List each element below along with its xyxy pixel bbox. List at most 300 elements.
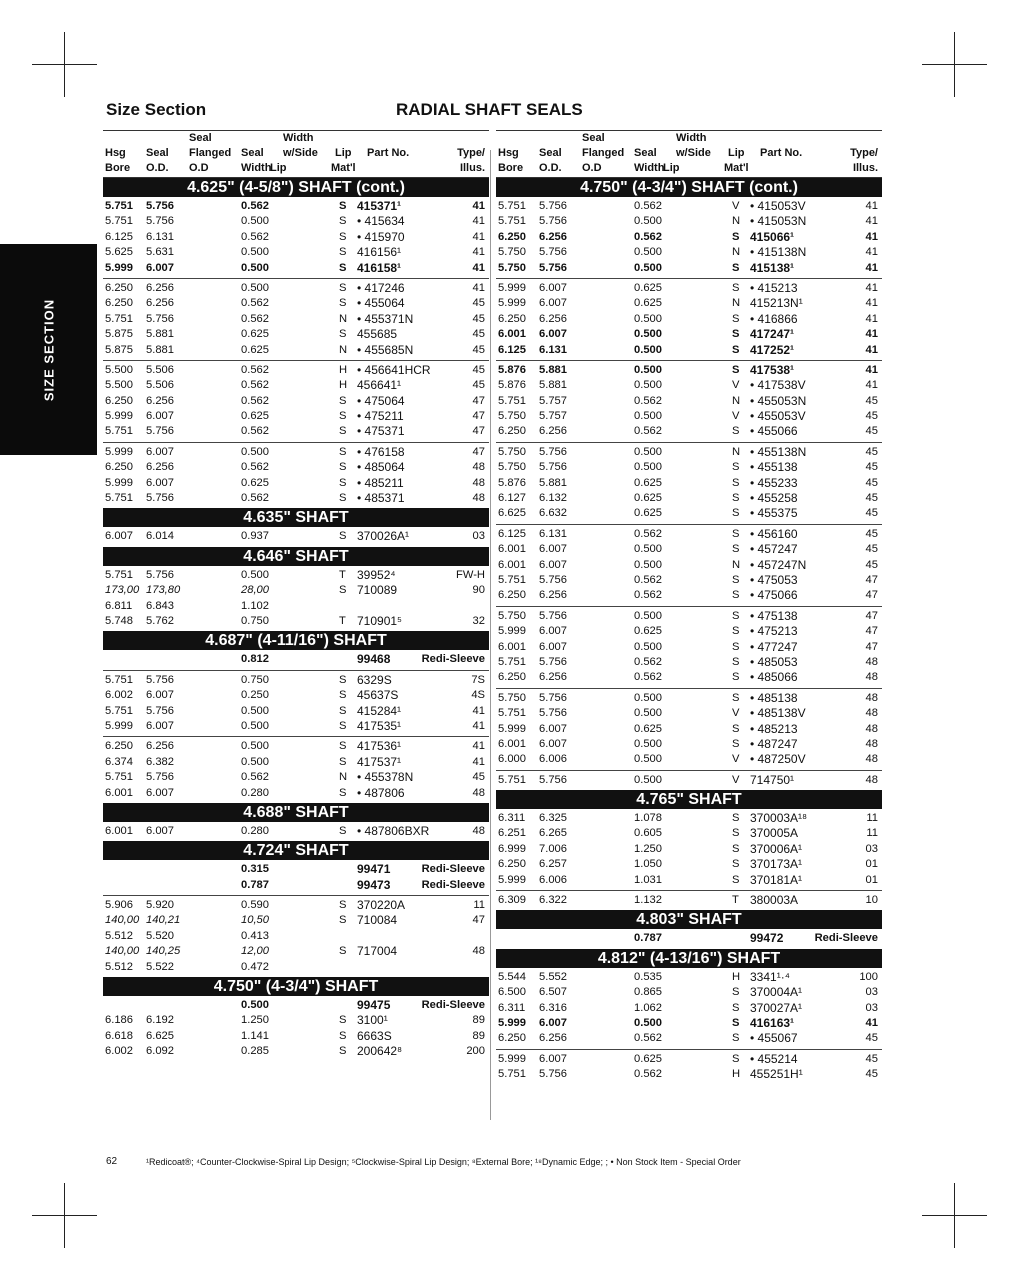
seal-od: 5.756 xyxy=(539,246,567,259)
lip-material: N xyxy=(732,215,741,228)
part-number: 370173A¹ xyxy=(750,857,803,872)
part-number: • 455053V xyxy=(750,409,806,424)
type-illus: 48 xyxy=(865,722,878,735)
hdr-seal: Seal xyxy=(582,132,605,144)
row-group xyxy=(103,860,489,896)
hsg-bore: 6.250 xyxy=(105,297,133,310)
lip-material: N xyxy=(339,771,348,784)
lip-material: S xyxy=(339,200,347,212)
hsg-bore: 6.251 xyxy=(498,827,526,840)
seal-width: 0.562 xyxy=(241,394,269,407)
side-tab-label: SIZE SECTION xyxy=(41,298,56,401)
seal-od: 5.881 xyxy=(539,476,567,489)
seal-od: 6.256 xyxy=(539,425,567,438)
hsg-bore: 6.250 xyxy=(498,671,526,684)
seal-od: 6.007 xyxy=(146,445,174,458)
type-illus: 01 xyxy=(865,858,878,871)
type-illus: 47 xyxy=(865,609,878,622)
row-group xyxy=(103,996,489,1062)
hsg-bore: 5.751 xyxy=(498,573,526,586)
lip-material: S xyxy=(732,343,740,356)
seal-width: 0.500 xyxy=(634,558,662,571)
table-row xyxy=(496,491,882,506)
lip-material: S xyxy=(339,281,347,294)
seal-width: 0.500 xyxy=(634,543,662,556)
hdr-matl: Mat'l xyxy=(724,162,749,174)
seal-width: 0.500 xyxy=(634,215,662,228)
part-number: • 485064 xyxy=(357,460,405,475)
seal-od: 6.007 xyxy=(146,786,174,799)
lip-material: S xyxy=(732,1001,740,1014)
seal-width: 0.750 xyxy=(241,673,269,686)
table-row xyxy=(103,261,489,276)
table-row xyxy=(103,230,489,245)
part-number: 417536¹ xyxy=(357,739,402,754)
part-number: 370220A xyxy=(357,898,406,913)
hdr-bore: Bore xyxy=(105,162,131,174)
lip-material: S xyxy=(732,312,740,325)
part-number: • 455258 xyxy=(750,491,798,506)
table-row xyxy=(496,857,882,872)
table-row xyxy=(103,878,489,893)
seal-width: 0.590 xyxy=(241,899,269,912)
seal-od: 5.756 xyxy=(539,461,567,474)
seal-od: 5.756 xyxy=(539,215,567,228)
type-illus: 48 xyxy=(865,773,878,786)
type-illus: 45 xyxy=(865,1032,878,1045)
side-section-tab xyxy=(0,244,97,455)
type-illus: 41 xyxy=(865,230,878,243)
hsg-bore: 6.500 xyxy=(498,986,526,999)
column-header xyxy=(103,130,489,178)
seal-od: 6.007 xyxy=(146,824,174,837)
part-number: 710089 xyxy=(357,583,398,598)
hsg-bore: 6.125 xyxy=(498,527,526,540)
seal-od: 6.007 xyxy=(146,261,174,274)
seal-width: 0.562 xyxy=(241,461,269,474)
hsg-bore: 140,00 xyxy=(105,914,140,927)
seal-width: 0.625 xyxy=(241,343,269,356)
table-row xyxy=(496,445,882,460)
lip-material: V xyxy=(732,707,740,720)
seal-width: 0.562 xyxy=(241,771,269,784)
lip-material: S xyxy=(732,1032,740,1045)
table-row xyxy=(496,312,882,327)
seal-width: 0.500 xyxy=(241,215,269,228)
table-row xyxy=(496,476,882,491)
seal-width: 0.500 xyxy=(634,379,662,392)
hsg-bore: 6.999 xyxy=(498,842,526,855)
seal-od: 5.756 xyxy=(146,215,174,228)
hsg-bore: 5.750 xyxy=(498,246,526,259)
type-illus: 45 xyxy=(472,363,485,376)
type-illus: 41 xyxy=(865,246,878,259)
lip-material: N xyxy=(339,312,348,325)
type-illus: 47 xyxy=(865,640,878,653)
seal-od: 5.756 xyxy=(539,707,567,720)
seal-od: 6.132 xyxy=(539,492,567,505)
hdr-width: Width xyxy=(241,162,272,174)
part-number: • 455233 xyxy=(750,475,798,490)
seal-width: 0.500 xyxy=(634,773,662,786)
row-group xyxy=(103,650,489,670)
type-illus: 41 xyxy=(472,215,485,228)
seal-width: 1.250 xyxy=(241,1014,269,1027)
part-number: 370027A¹ xyxy=(750,1000,803,1015)
hdr-wside: w/Side xyxy=(283,147,318,159)
seal-width: 0.500 xyxy=(634,1016,662,1029)
part-number: • 455378N xyxy=(357,770,414,785)
seal-od: 6.625 xyxy=(146,1029,174,1042)
seal-od: 6.007 xyxy=(539,297,567,310)
hsg-bore: 6.001 xyxy=(105,824,133,837)
part-number: 455251H¹ xyxy=(750,1067,803,1082)
type-illus: 41 xyxy=(472,704,485,717)
lip-material: S xyxy=(732,507,740,520)
lip-material: S xyxy=(732,328,740,341)
lip-material: S xyxy=(339,410,347,423)
seal-od: 5.756 xyxy=(539,773,567,786)
hsg-bore: 5.751 xyxy=(498,773,526,786)
hsg-bore: 5.876 xyxy=(498,476,526,489)
part-number: • 415213 xyxy=(750,280,798,295)
table-row xyxy=(496,737,882,752)
table-row xyxy=(496,261,882,276)
part-number: • 485211 xyxy=(357,475,404,490)
part-number: 370026A¹ xyxy=(357,529,410,544)
part-number: • 417246 xyxy=(357,280,405,295)
type-illus: 48 xyxy=(472,945,485,958)
seal-width: 0.865 xyxy=(634,986,662,999)
table-row xyxy=(496,811,882,826)
seal-od: 6.316 xyxy=(539,1001,567,1014)
type-illus: 48 xyxy=(865,691,878,704)
seal-od: 5.756 xyxy=(539,573,567,586)
seal-od: 6.092 xyxy=(146,1045,174,1058)
table-row xyxy=(496,542,882,557)
seal-width: 0.562 xyxy=(634,655,662,668)
hsg-bore: 5.751 xyxy=(105,771,133,784)
type-illus: 45 xyxy=(865,1052,878,1065)
hsg-bore: 5.751 xyxy=(105,492,133,505)
shaft-size-band: 4.688" SHAFT xyxy=(103,803,489,822)
lip-material: V xyxy=(732,753,740,766)
table-row xyxy=(496,640,882,655)
seal-width: 0.562 xyxy=(241,200,269,212)
seal-width: 0.500 xyxy=(241,755,269,768)
hsg-bore: 6.007 xyxy=(105,530,133,543)
table-row xyxy=(496,873,882,888)
lip-material: S xyxy=(732,722,740,735)
hsg-bore: 5.500 xyxy=(105,379,133,392)
hdr-width: Width xyxy=(283,132,314,144)
seal-od: 6.256 xyxy=(146,297,174,310)
seal-width: 0.500 xyxy=(634,691,662,704)
row-group xyxy=(103,737,489,803)
seal-width: 0.500 xyxy=(241,246,269,259)
lip-material: S xyxy=(339,328,347,341)
type-illus: 45 xyxy=(865,476,878,489)
part-number: 455685 xyxy=(357,327,398,342)
table-row xyxy=(103,862,489,877)
hdr-lip: Lip xyxy=(728,147,745,159)
seal-width: 0.937 xyxy=(241,530,269,543)
part-number: • 485053 xyxy=(750,654,798,669)
seal-od: 6.632 xyxy=(539,507,567,520)
seal-width: 1.250 xyxy=(634,842,662,855)
part-number: • 457247N xyxy=(750,557,807,572)
part-number: • 487806BXR xyxy=(357,823,430,838)
lip-material: S xyxy=(339,584,347,597)
table-row xyxy=(496,773,882,788)
table-row xyxy=(103,476,489,491)
part-number: 415138¹ xyxy=(750,260,795,275)
hdr-seal: Seal xyxy=(241,147,264,159)
type-illus: 41 xyxy=(472,200,485,212)
hdr-seal: Seal xyxy=(146,147,169,159)
row-group xyxy=(496,809,882,891)
seal-od: 5.756 xyxy=(539,261,567,274)
part-number: 39952⁴ xyxy=(357,567,396,582)
table-row xyxy=(496,985,882,1000)
hsg-bore: 5.999 xyxy=(105,445,133,458)
row-group xyxy=(103,443,489,509)
seal-od: 6.325 xyxy=(539,812,567,825)
part-number: • 455375 xyxy=(750,506,798,521)
table-row xyxy=(103,424,489,439)
seal-width: 0.500 xyxy=(634,445,662,458)
table-row xyxy=(496,842,882,857)
hsg-bore: 6.250 xyxy=(498,312,526,325)
seal-width: 0.500 xyxy=(634,312,662,325)
table-row xyxy=(496,281,882,296)
table-row xyxy=(496,691,882,706)
type-illus: 41 xyxy=(472,719,485,732)
part-number: • 417538V xyxy=(750,378,806,393)
part-number: • 455138N xyxy=(750,444,807,459)
seal-od: 5.506 xyxy=(146,363,174,376)
hsg-bore: 5.512 xyxy=(105,960,133,973)
hdr-illus: Illus. xyxy=(459,162,485,174)
lip-material: V xyxy=(732,410,740,423)
lip-material: S xyxy=(339,704,347,717)
table-row xyxy=(103,929,489,944)
seal-width: 0.750 xyxy=(241,614,269,627)
table-row xyxy=(103,704,489,719)
lip-material: S xyxy=(339,492,347,505)
seal-width: 0.812 xyxy=(241,653,269,666)
type-illus: 11 xyxy=(473,899,485,912)
lip-material: H xyxy=(339,363,348,376)
type-illus: 45 xyxy=(865,1068,878,1081)
hsg-bore: 6.001 xyxy=(498,543,526,556)
seal-width: 1.062 xyxy=(634,1001,662,1014)
seal-od: 5.522 xyxy=(146,960,174,973)
seal-od: 6.007 xyxy=(539,640,567,653)
seal-width: 0.562 xyxy=(634,527,662,540)
seal-od: 6.131 xyxy=(146,230,174,243)
seal-width: 0.787 xyxy=(634,932,662,945)
seal-width: 0.472 xyxy=(241,960,269,973)
part-number: • 485066 xyxy=(750,670,798,685)
part-number: • 487250V xyxy=(750,752,806,767)
row-group xyxy=(103,361,489,443)
seal-width: 0.625 xyxy=(634,492,662,505)
part-number: • 475213 xyxy=(750,624,798,639)
row-group xyxy=(103,822,489,841)
seal-od: 6.192 xyxy=(146,1014,174,1027)
type-illus: 45 xyxy=(472,328,485,341)
crop-mark xyxy=(64,32,65,97)
part-number: • 475053 xyxy=(750,572,798,587)
type-illus: 48 xyxy=(472,786,485,799)
seal-od: 5.756 xyxy=(539,609,567,622)
hsg-bore: 5.750 xyxy=(498,261,526,274)
type-illus: 48 xyxy=(865,671,878,684)
part-number: 417538¹ xyxy=(750,362,795,377)
hsg-bore: 5.999 xyxy=(498,1052,526,1065)
seal-od: 6.256 xyxy=(146,740,174,753)
type-illus: 47 xyxy=(472,425,485,438)
table-row xyxy=(496,655,882,670)
hsg-bore: 6.250 xyxy=(498,230,526,243)
lip-material: S xyxy=(732,842,740,855)
type-illus: 11 xyxy=(866,827,878,840)
row-group xyxy=(496,279,882,361)
table-row xyxy=(103,460,489,475)
seal-od: 6.007 xyxy=(146,689,174,702)
part-number: • 416866 xyxy=(750,311,798,326)
seal-width: 0.500 xyxy=(241,445,269,458)
part-number: • 475138 xyxy=(750,608,798,623)
seal-od: 6.007 xyxy=(539,1016,567,1029)
type-illus: 03 xyxy=(865,986,878,999)
seal-od: 6.007 xyxy=(146,410,174,423)
table-row xyxy=(496,506,882,521)
seal-width: 0.562 xyxy=(634,425,662,438)
seal-width: 0.625 xyxy=(634,625,662,638)
hsg-bore: 6.001 xyxy=(105,786,133,799)
seal-width: 1.132 xyxy=(634,894,662,907)
type-illus: 45 xyxy=(472,771,485,784)
lip-material: S xyxy=(339,719,347,732)
hdr-width: Width xyxy=(676,132,707,144)
type-illus: 41 xyxy=(865,281,878,294)
type-illus: 48 xyxy=(472,824,485,837)
part-number: 417252¹ xyxy=(750,342,795,357)
hsg-bore: 5.751 xyxy=(498,200,526,212)
part-number: • 455685N xyxy=(357,342,414,357)
hsg-bore: 5.544 xyxy=(498,970,526,983)
hsg-bore: 5.751 xyxy=(498,215,526,228)
table-row xyxy=(103,245,489,260)
seal-width: 0.500 xyxy=(241,704,269,717)
column-header xyxy=(496,130,882,178)
hsg-bore: 5.999 xyxy=(498,281,526,294)
row-group xyxy=(103,279,489,361)
seal-od: 5.506 xyxy=(146,379,174,392)
table-row xyxy=(496,1031,882,1046)
type-illus: Redi-Sleeve xyxy=(421,653,485,666)
lip-material: S xyxy=(732,827,740,840)
type-illus: 47 xyxy=(472,914,485,927)
table-row xyxy=(496,826,882,841)
hsg-bore: 173,00 xyxy=(105,584,140,597)
seal-width: 0.500 xyxy=(241,740,269,753)
type-illus: 45 xyxy=(865,543,878,556)
seal-width: 0.285 xyxy=(241,1045,269,1058)
type-illus: Redi-Sleeve xyxy=(421,878,485,891)
part-number: • 415053N xyxy=(750,214,807,229)
table-row xyxy=(103,824,489,839)
part-number: 99475 xyxy=(357,998,391,1013)
hdr-od: O.D. xyxy=(146,162,169,174)
seal-width: 0.562 xyxy=(241,297,269,310)
lip-material: S xyxy=(732,543,740,556)
table-row xyxy=(103,960,489,975)
seal-od: 5.520 xyxy=(146,929,174,942)
seal-width: 0.562 xyxy=(634,230,662,243)
seal-od: 6.131 xyxy=(539,527,567,540)
type-illus: 89 xyxy=(472,1029,485,1042)
hsg-bore: 5.751 xyxy=(105,425,133,438)
table-row xyxy=(103,755,489,770)
type-illus: 41 xyxy=(472,246,485,259)
seal-width: 0.562 xyxy=(634,1032,662,1045)
table-row xyxy=(103,394,489,409)
part-number: 417247¹ xyxy=(750,327,795,342)
seal-od: 5.756 xyxy=(146,568,174,581)
seal-od: 6.007 xyxy=(146,476,174,489)
lip-material: N xyxy=(732,558,741,571)
hsg-bore: 5.751 xyxy=(105,200,133,212)
seal-width: 0.562 xyxy=(241,425,269,438)
type-illus: 47 xyxy=(472,394,485,407)
seal-od: 6.007 xyxy=(539,625,567,638)
seal-width: 0.500 xyxy=(634,707,662,720)
part-number: • 415970 xyxy=(357,229,405,244)
lip-material: S xyxy=(339,425,347,438)
seal-od: 6.007 xyxy=(539,722,567,735)
type-illus: 45 xyxy=(865,527,878,540)
lip-material: S xyxy=(339,899,347,912)
hsg-bore: 5.999 xyxy=(498,625,526,638)
hdr-illus: Illus. xyxy=(852,162,878,174)
seal-width: 0.500 xyxy=(634,261,662,274)
seal-width: 0.280 xyxy=(241,786,269,799)
hsg-bore: 6.311 xyxy=(498,812,526,825)
part-number: 717004 xyxy=(357,944,398,959)
part-number: • 457247 xyxy=(750,542,798,557)
part-number: • 485138V xyxy=(750,706,806,721)
table-row xyxy=(103,652,489,667)
lip-material: S xyxy=(732,461,740,474)
table-row xyxy=(496,670,882,685)
lip-material: S xyxy=(339,689,347,702)
part-number: 710901⁵ xyxy=(357,613,403,628)
hsg-bore: 6.250 xyxy=(105,740,133,753)
type-illus: 47 xyxy=(865,589,878,602)
hsg-bore: 5.999 xyxy=(105,719,133,732)
seal-od: 5.756 xyxy=(146,771,174,784)
hsg-bore: 5.876 xyxy=(498,363,526,376)
seal-width: 0.280 xyxy=(241,824,269,837)
type-illus: 48 xyxy=(865,737,878,750)
hsg-bore: 6.127 xyxy=(498,492,526,505)
hsg-bore: 5.750 xyxy=(498,609,526,622)
part-number: 99473 xyxy=(357,877,391,892)
hsg-bore: 6.250 xyxy=(105,461,133,474)
